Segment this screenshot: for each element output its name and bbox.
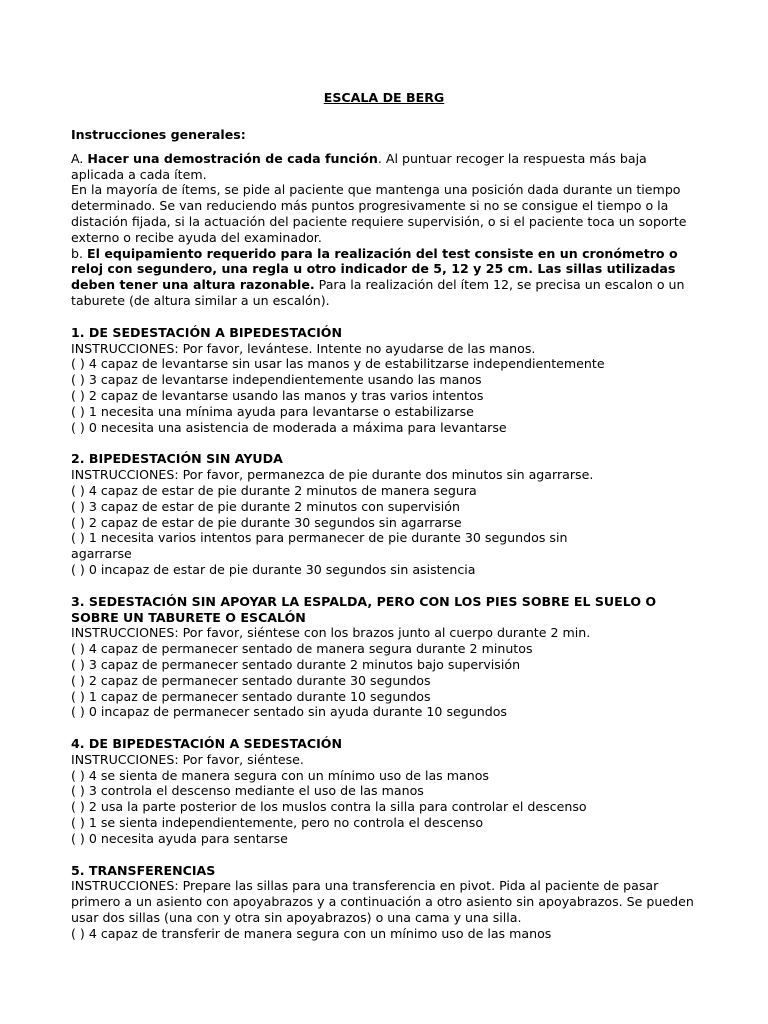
paragraph-a-bold: Hacer una demostración de cada función bbox=[87, 150, 378, 166]
option-item: ( ) 0 necesita ayuda para sentarse bbox=[71, 830, 288, 846]
spacer bbox=[71, 143, 701, 151]
option-item: ( ) 4 se sienta de manera segura con un mínimo uso de las manos bbox=[71, 767, 489, 783]
option-item: ( ) 1 necesita varios intentos para permanecer de pie durante 30 segundos sin agarrarse bbox=[71, 530, 568, 562]
section-instructions: INSTRUCCIONES: Prepare las sillas para una transferencia en pivot. Pida al paciente de pasar primero a un asiento con apoyabrazos y a continuación a otro asiento sin apoyabrazos. Se pueden usar dos sillas (una con y otra sin apoyabrazos) o una cama y una silla. bbox=[71, 878, 694, 926]
option-item: ( ) 0 incapaz de permanecer sentado sin ayuda durante 10 segundos bbox=[71, 704, 507, 720]
paragraph-b-prefix: b. bbox=[71, 245, 88, 261]
option-item: ( ) 1 necesita una mínima ayuda para levantarse o estabilizarse bbox=[71, 403, 474, 419]
section-title: 1. DE SEDESTACIÓN A BIPEDESTACIÓN bbox=[71, 324, 342, 340]
section-5 bbox=[71, 863, 701, 942]
section-title: 2. BIPEDESTACIÓN SIN AYUDA bbox=[71, 451, 283, 467]
spacer bbox=[71, 578, 701, 594]
option-item: ( ) 3 capaz de estar de pie durante 2 minutos con supervisión bbox=[71, 498, 460, 514]
section-instructions: INSTRUCCIONES: Por favor, permanezca de pie durante dos minutos sin agarrarse. bbox=[71, 467, 594, 483]
spacer bbox=[71, 309, 701, 325]
page-title: ESCALA DE BERG bbox=[323, 90, 445, 105]
option-item: ( ) 1 se sienta independientemente, pero no controla el descenso bbox=[71, 815, 484, 831]
option-item: ( ) 4 capaz de estar de pie durante 2 minutos de manera segura bbox=[71, 482, 477, 498]
spacer bbox=[71, 720, 701, 736]
option-item: ( ) 2 usa la parte posterior de los muslos contra la silla para controlar el descenso bbox=[71, 799, 587, 815]
section-2 bbox=[71, 451, 701, 577]
option-item: ( ) 0 necesita una asistencia de moderada a máxima para levantarse bbox=[71, 419, 507, 435]
option-item: ( ) 3 capaz de levantarse independientemente usando las manos bbox=[71, 372, 482, 388]
section-3 bbox=[71, 594, 701, 720]
paragraph-b-rest: Para la realización del ítem 12, se precisa un escalon o un taburete (de altura similar a un escalón). bbox=[71, 277, 685, 308]
spacer bbox=[71, 435, 701, 451]
section-title: 5. TRANSFERENCIAS bbox=[71, 862, 216, 878]
option-item: ( ) 4 capaz de transferir de manera segura con un mínimo uso de las manos bbox=[71, 925, 552, 941]
section-1 bbox=[71, 325, 701, 436]
option-item: ( ) 2 capaz de permanecer sentado durante 30 segundos bbox=[71, 672, 431, 688]
option-item: ( ) 3 capaz de permanecer sentado durante 2 minutos bajo supervisión bbox=[71, 656, 521, 672]
document-body bbox=[71, 127, 701, 942]
option-item: ( ) 1 capaz de permanecer sentado durante 10 segundos bbox=[71, 688, 431, 704]
paragraph-b-bold: El equipamiento requerido para la realización del test consiste en un cronómetro o reloj con segundero, una regla u otro indicador de 5, 12 y 25 cm. Las sillas utilizadas deben tener una altura razonable. bbox=[71, 245, 678, 293]
section-instructions: INSTRUCCIONES: Por favor, siéntese. bbox=[71, 751, 304, 767]
paragraph-a-prefix: A. bbox=[71, 150, 88, 166]
paragraph-b bbox=[71, 246, 701, 309]
option-item: ( ) 0 incapaz de estar de pie durante 30 segundos sin asistencia bbox=[71, 561, 476, 577]
paragraph-a-rest: . Al puntuar recoger la respuesta más baja aplicada a cada ítem. bbox=[71, 150, 647, 182]
option-item: ( ) 2 capaz de levantarse usando las manos y tras varios intentos bbox=[71, 387, 484, 403]
section-title: 4. DE BIPEDESTACIÓN A SEDESTACIÓN bbox=[71, 736, 342, 752]
option-item: ( ) 4 capaz de permanecer sentado de manera segura durante 2 minutos bbox=[71, 641, 533, 657]
section-title: 3. SEDESTACIÓN SIN APOYAR LA ESPALDA, PERO CON LOS PIES SOBRE EL SUELO O SOBRE UN TABURETE O ESCALÓN bbox=[71, 593, 657, 625]
paragraph-a2: En la mayoría de ítems, se pide al paciente que mantenga una posición dada durante un tiempo determinado. Se van reduciendo más puntos progresivamente si no se consigue el tiempo o la distación fijada, si la actuación del paciente requiere supervisión, o si el paciente toca un soporte externo o recibe ayuda del examinador. bbox=[71, 182, 687, 245]
option-item: ( ) 2 capaz de estar de pie durante 30 segundos sin agarrarse bbox=[71, 514, 462, 530]
section-instructions: INSTRUCCIONES: Por favor, levántese. Intente no ayudarse de las manos. bbox=[71, 340, 536, 356]
paragraph-a bbox=[71, 151, 701, 183]
section-4 bbox=[71, 736, 701, 847]
spacer bbox=[71, 847, 701, 863]
option-item: ( ) 3 controla el descenso mediante el uso de las manos bbox=[71, 783, 424, 799]
option-item: ( ) 4 capaz de levantarse sin usar las manos y de estabilitzarse independientemente bbox=[71, 356, 605, 372]
section-instructions: INSTRUCCIONES: Por favor, siéntese con los brazos junto al cuerpo durante 2 min. bbox=[71, 625, 591, 641]
general-instructions-heading: Instrucciones generales: bbox=[71, 127, 246, 142]
